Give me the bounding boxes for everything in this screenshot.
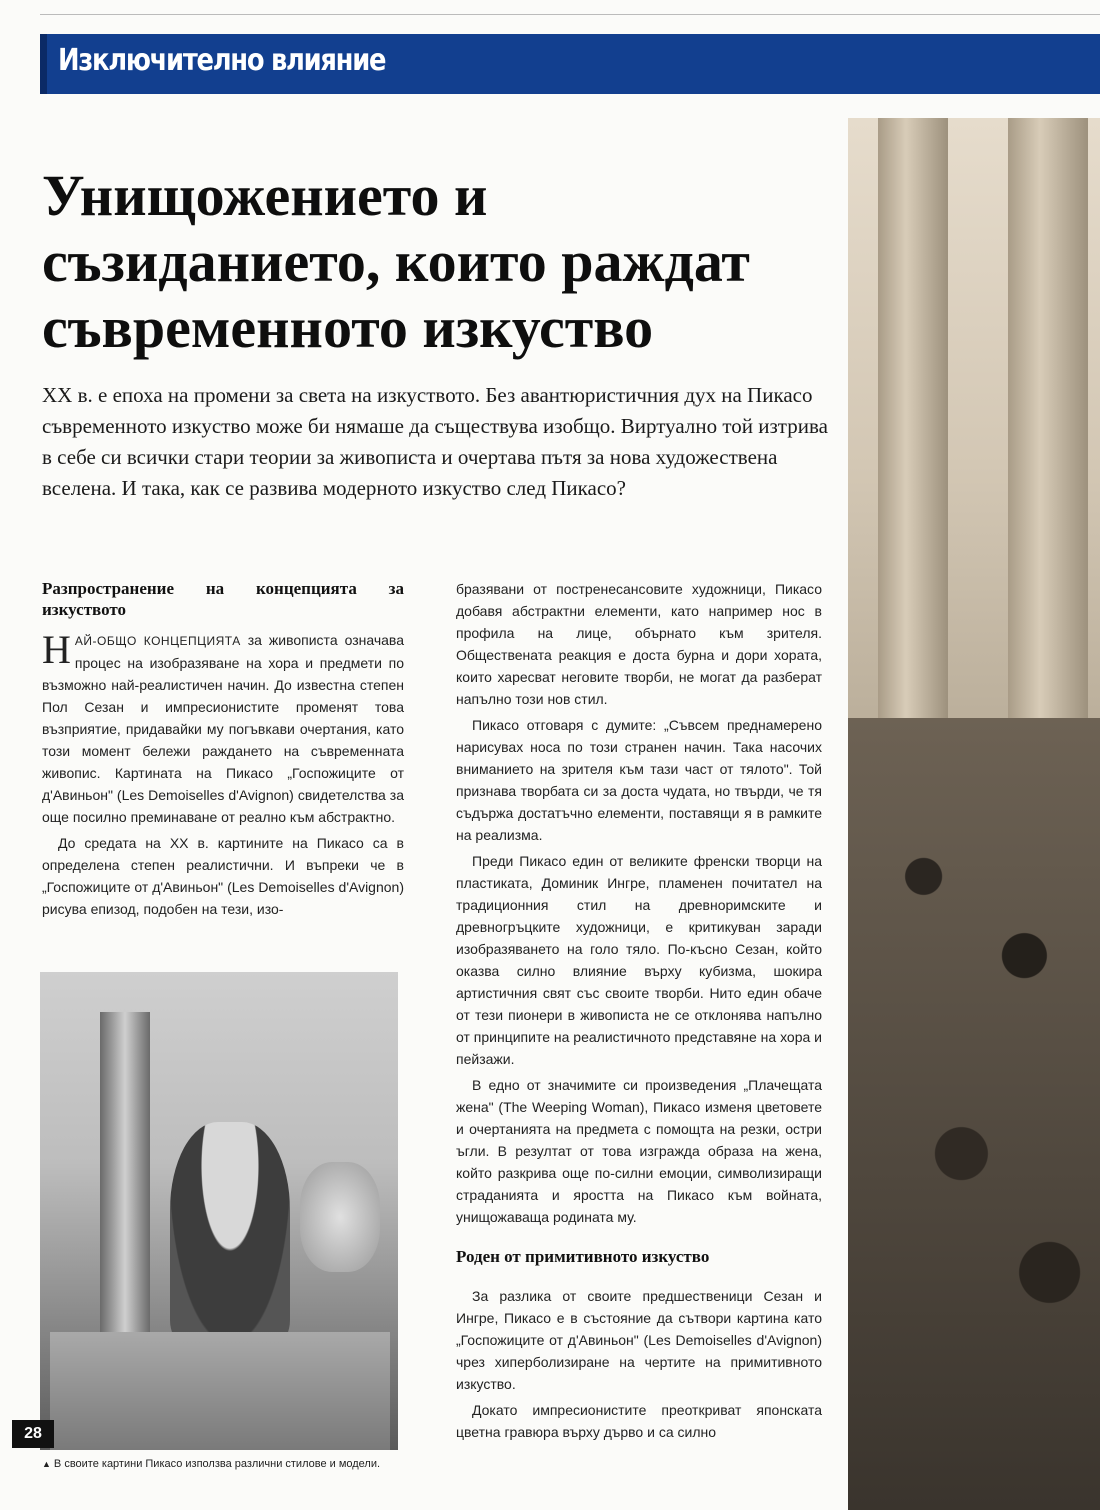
article-lead: XX в. е епоха на промени за света на изкуството. Без авантюристичния дух на Пикасо съвременното изкуство може би нямаше да съществува изобщо. Виртуално той изтрива в себе си всички стари теории за живописта и очертава пътя за нова художествена вселена. И така, как се развива модерното изкуство след Пикасо?	[42, 383, 828, 500]
photo-column-left	[878, 118, 948, 738]
subheading-primitive: Роден от примитивното изкуство	[456, 1247, 710, 1266]
text-column-left	[42, 578, 404, 924]
paragraph: Пикасо отговаря с думите: „Съвсем преднамерено нарисувах носа по този странен начин. Така насочих вниманието на зрителя към тази част от тялото". Той признава творбата си за доста чудата, но твърди, че тя съдържа достатъчно елементи, поставящи я в рамките на реализма.	[456, 717, 822, 843]
section-label: Изключително влияние	[58, 43, 386, 78]
page-top-edge	[40, 0, 1100, 15]
paragraph: Докато импресионистите преоткриват японската цветна гравюра върху дърво и са силно	[456, 1402, 822, 1440]
paragraph: бразявани от постренесансовите художници, Пикасо добавя абстрактни елементи, като например нос в профила на лице, обърнато към зрителя. Обществената реакция е доста бурна и дори хората, които харесват неговите творби, не могат да разберат напълно този нов стил.	[456, 581, 822, 707]
artist-figure	[170, 1122, 290, 1342]
caption-text: В своите картини Пикасо използва различни стилове и модели.	[53, 1458, 381, 1470]
paragraph: До средата на XX в. картините на Пикасо са в определена степен реалистични. И въпреки че в „Госпожиците от д'Авиньон" (Les Demoiselles d'Avignon) рисува епизод, подобен на тези, изо-	[42, 835, 404, 917]
photo-caption	[42, 1456, 412, 1472]
text-column-right	[456, 578, 822, 1447]
page-number: 28	[12, 1420, 54, 1448]
smallcaps-lead: АЙ-ОБЩО КОНЦЕПЦИЯТА	[74, 634, 241, 648]
drop-cap: Н	[42, 627, 71, 672]
paragraph: В едно от значимите си произведения „Плачещата жена" (The Weeping Woman), Пикасо изменя цветовете и очертанията на предмета с помощта на резки, остри ъгли. В резултат от това изгражда образа на жена, който разкрива още по-силни емоции, символизиращи страданията и яростта на Пикасо към войната, унищожаваща родината му.	[456, 1077, 822, 1225]
crowd-photo	[848, 118, 1100, 1510]
plinth	[50, 1332, 390, 1450]
paragraph: Преди Пикасо един от великите френски творци на пластиката, Доминик Ингре, пламенен почитател на традиционния стил на древноримските и древногръцките художници, е критикуван заради изобразяването на голо тяло. По-късно Сезан, който оказва силно влияние върху кубизма, шокира артистичния свят със своите творби. Нито един обаче от тези пионери в живописта не се отклонява напълно от принципите на реалистичното представяне на хора и пейзажи.	[456, 853, 822, 1067]
picasso-sculpture-photo	[40, 972, 398, 1450]
section-header-bar	[40, 34, 1100, 94]
subheading-concept: Разпространение на концепцията за изкуството	[42, 579, 404, 619]
paragraph: За разлика от своите предшественици Сезан и Ингре, Пикасо е в състояние да сътвори картина като „Госпожиците от д'Авиньон" (Les Demoiselles d'Avignon) чрез хиперболизиране на чертите на примитивното изкуство.	[456, 1288, 822, 1392]
article-title: Унищожението и съзиданието, които раждат съвременното изкуство	[42, 163, 750, 360]
caption-triangle-icon: ▲	[42, 1459, 51, 1469]
paragraph	[42, 629, 404, 828]
photo-column-right	[1008, 118, 1088, 738]
sculpture-head	[300, 1162, 380, 1272]
photo-crowd	[848, 718, 1100, 1510]
header-accent	[40, 34, 47, 94]
sculpture-figure	[100, 1012, 150, 1332]
paragraph-text: за живописта означава процес на изобразяване на хора и предмети по възможно най-реалистичен начин. До известна степен Пол Сезан и импресионистите променят това възприятие, придавайки му погъвкави очертания, като този момент бележи раждането на съвременната живопис. Картината на Пикасо „Госпожиците от д'Авиньон" (Les Demoiselles d'Avignon) свидетелства за още посилно преминаване от реално към абстрактно.	[42, 632, 404, 825]
